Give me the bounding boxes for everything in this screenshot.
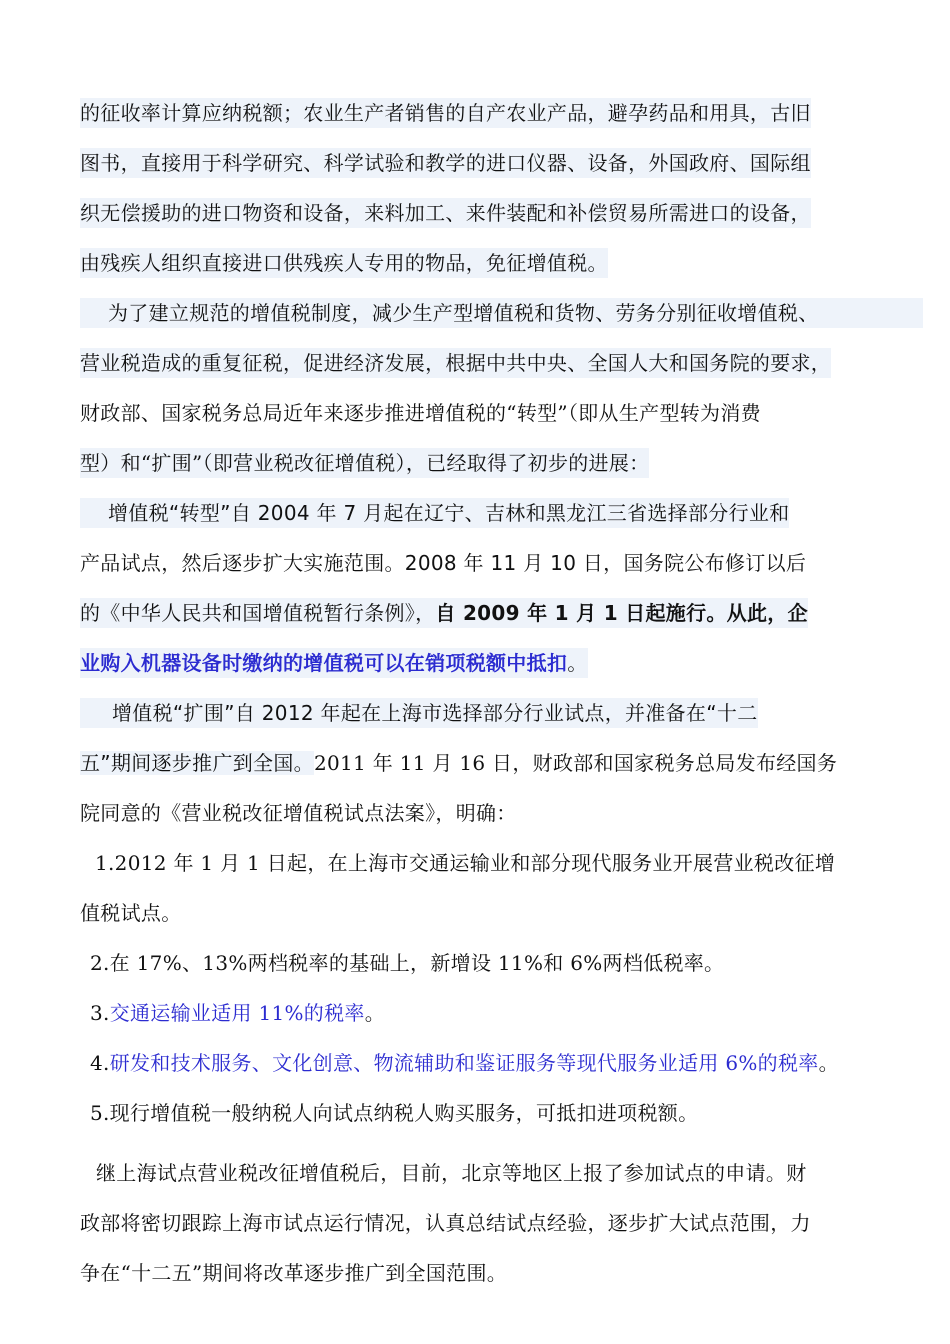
paragraph-line-8: 型）和“扩围”（即营业税改征增值税），已经取得了初步的进展： <box>80 448 649 478</box>
list-item-5: 5.现行增值税一般纳税人向试点纳税人购买服务，可抵扣进项税额。 <box>90 1101 699 1125</box>
paragraph-line-23: 政部将密切跟踪上海市试点运行情况，认真总结试点经验，逐步扩大试点范围，力 <box>80 1211 811 1235</box>
list-item-4 <box>90 1048 839 1078</box>
paragraph-line-11 <box>80 598 808 628</box>
paragraph-line-9: 增值税“转型”自 2004 年 7 月起在辽宁、吉林和黑龙江三省选择部分行业和 <box>80 498 789 528</box>
list-item-4-suffix: 。 <box>818 1051 839 1075</box>
line-11-bold-text: 自 2009 年 1 月 1 日起施行。从此，企 <box>435 601 808 625</box>
list-item-3-suffix: 。 <box>364 1001 386 1025</box>
line-12-prefix: 业 <box>80 651 101 675</box>
paragraph-line-10: 产品试点，然后逐步扩大实施范围。2008 年 11 月 10 日，国务院公布修订以后 <box>80 551 807 575</box>
paragraph-line-2: 图书，直接用于科学研究、科学试验和教学的进口仪器、设备，外国政府、国际组 <box>80 148 811 178</box>
paragraph-line-4: 由残疾人组织直接进口供残疾人专用的物品，免征增值税。 <box>80 248 608 278</box>
list-item-4-blue-text: 研发和技术服务、文化创意、物流辅助和鉴证服务等现代服务业适用 6%的税率 <box>109 1051 819 1075</box>
paragraph-line-12 <box>80 648 588 678</box>
paragraph-line-14 <box>80 748 837 778</box>
line-12-blue-text: 购入机器设备时缴纳的增值税可以在销项税额中抵扣 <box>100 651 568 675</box>
paragraph-line-3: 织无偿援助的进口物资和设备，来料加工、来件装配和补偿贸易所需进口的设备， <box>80 198 811 228</box>
paragraph-line-13: 增值税“扩围”自 2012 年起在上海市选择部分行业试点，并准备在“十二 <box>80 698 758 728</box>
paragraph-line-6: 营业税造成的重复征税，促进经济发展，根据中共中央、全国人大和国务院的要求， <box>80 348 831 378</box>
list-item-1: 1.2012 年 1 月 1 日起，在上海市交通运输业和部分现代服务业开展营业税改征增 <box>95 851 836 875</box>
list-item-1-cont: 值税试点。 <box>80 901 182 925</box>
list-item-3-blue-text: 交通运输业适用 11%的税率 <box>109 1001 365 1025</box>
list-item-2: 2.在 17%、13%两档税率的基础上，新增设 11%和 6%两档低税率。 <box>90 951 725 975</box>
line-14-text: 2011 年 11 月 16 日，财政部和国家税务总局发布经国务 <box>313 751 838 775</box>
paragraph-line-22: 继上海试点营业税改征增值税后，目前，北京等地区上报了参加试点的申请。财 <box>96 1161 807 1185</box>
paragraph-line-5: 为了建立规范的增值税制度，减少生产型增值税和货物、劳务分别征收增值税、 <box>80 298 923 328</box>
line-14-hl-text: 五”期间逐步推广到全国。 <box>80 751 314 775</box>
line-11-text: 的《中华人民共和国增值税暂行条例》， <box>80 601 436 625</box>
paragraph-line-15: 院同意的《营业税改征增值税试点法案》，明确： <box>80 801 517 825</box>
paragraph-line-7: 财政部、国家税务总局近年来逐步推进增值税的“转型”（即从生产型转为消费 <box>80 401 761 425</box>
paragraph-line-1: 的征收率计算应纳税额；农业生产者销售的自产农业产品，避孕药品和用具，古旧 <box>80 98 811 128</box>
paragraph-line-24: 争在“十二五”期间将改革逐步推广到全国范围。 <box>80 1261 508 1285</box>
list-item-3 <box>90 998 385 1028</box>
list-item-4-num: 4. <box>90 1051 110 1075</box>
list-item-3-num: 3. <box>90 1001 110 1025</box>
line-12-suffix: 。 <box>567 651 588 675</box>
